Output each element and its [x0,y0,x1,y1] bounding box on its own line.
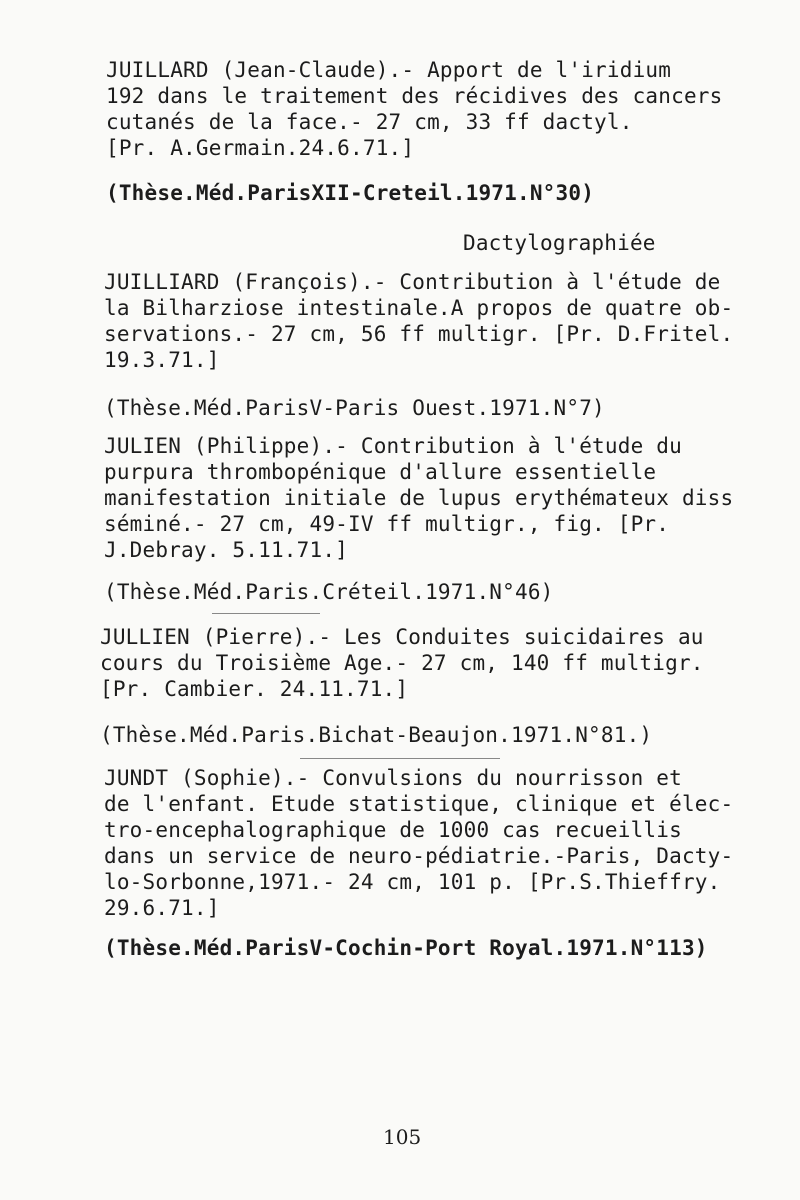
entry-line: JULLIEN (Pierre).- Les Conduites suicidaires au [100,625,704,649]
entry-line: JUILLARD (Jean-Claude).- Apport de l'iridium [106,58,672,82]
separator-rule [300,758,500,759]
format-note: Dactylographiée [463,231,656,255]
entry-line: cutanés de la face.- 27 cm, 33 ff dactyl. [106,110,633,134]
entry-line: servations.- 27 cm, 56 ff multigr. [Pr. D.Fritel. [104,322,734,346]
entry-line: 192 dans le traitement des récidives des cancers [106,84,723,108]
entry-line: purpura thrombopénique d'allure essentielle [104,460,657,484]
entry-line: JUILLIARD (François).- Contribution à l'étude de [104,270,721,294]
entry-line: de l'enfant. Etude statistique, clinique et élec- [104,792,734,816]
page-number: 105 [383,1125,422,1149]
entry-line: lo-Sorbonne,1971.- 24 cm, 101 p. [Pr.S.Thieffry. [104,870,721,894]
entry-line: J.Debray. 5.11.71.] [104,538,349,562]
entry-line: [Pr. Cambier. 24.11.71.] [100,677,409,701]
entry-line: dans un service de neuro-pédiatrie.-Paris, Dacty- [104,844,734,868]
entry-line: JUNDT (Sophie).- Convulsions du nourrisson et [104,766,682,790]
entry-line: séminé.- 27 cm, 49-IV ff multigr., fig. [Pr. [104,512,670,536]
entry-line: cours du Troisième Age.- 27 cm, 140 ff multigr. [100,651,704,675]
entry-line: manifestation initiale de lupus erythémateux diss [104,486,734,510]
thesis-reference: (Thèse.Méd.ParisV-Cochin-Port Royal.1971.N°113) [104,936,708,960]
entry-line: 19.3.71.] [104,348,220,372]
entry-line: 29.6.71.] [104,896,220,920]
entry-line: [Pr. A.Germain.24.6.71.] [106,136,415,160]
entry-line: la Bilharziose intestinale.A propos de quatre ob- [104,296,734,320]
thesis-reference: (Thèse.Méd.Paris.Créteil.1971.N°46) [104,580,554,604]
separator-rule [212,613,320,614]
thesis-reference: (Thèse.Méd.ParisXII-Creteil.1971.N°30) [106,181,595,205]
thesis-reference: (Thèse.Méd.Paris.Bichat-Beaujon.1971.N°81.) [100,723,653,747]
entry-line: tro-encephalographique de 1000 cas recueillis [104,818,682,842]
entry-line: JULIEN (Philippe).- Contribution à l'étude du [104,434,682,458]
thesis-reference: (Thèse.Méd.ParisV-Paris Ouest.1971.N°7) [104,396,605,420]
